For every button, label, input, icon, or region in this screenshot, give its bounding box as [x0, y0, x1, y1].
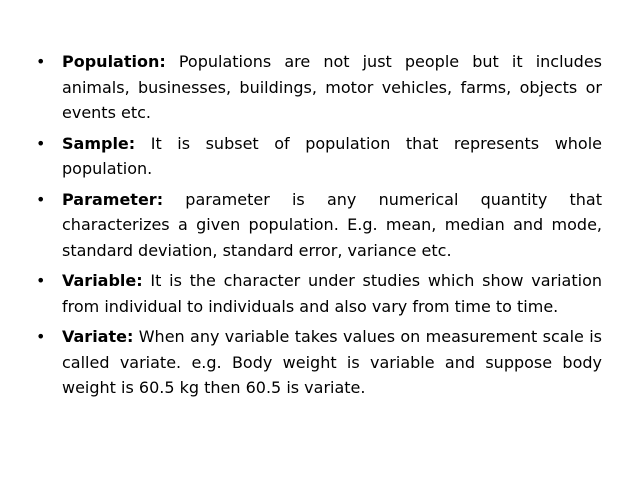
- bullet-icon: •: [36, 271, 46, 290]
- term-sample: Sample:: [62, 133, 136, 153]
- term-variable: Variable:: [62, 271, 143, 290]
- term-parameter: Parameter:: [62, 189, 164, 209]
- list-item-variable: [36, 268, 602, 319]
- definition-variable: It is the character under studies which show variation from individual to individuals and also vary from time to time.: [62, 271, 602, 316]
- list-item-parameter: [36, 187, 602, 264]
- definition-sample: It is subset of population that represents whole population.: [62, 133, 602, 178]
- definition-list: [36, 49, 602, 406]
- list-item-variate: [36, 324, 602, 401]
- definition-population: Populations are not just people but it includes animals, businesses, buildings, motor vehicles, farms, objects or events etc.: [62, 52, 602, 122]
- bullet-icon: •: [36, 189, 46, 209]
- term-variate: Variate:: [62, 327, 134, 346]
- list-item-sample: [36, 131, 602, 182]
- list-item-population: [36, 49, 602, 126]
- bullet-icon: •: [36, 52, 46, 71]
- definition-parameter: parameter is any numerical quantity that characterizes a given population. E.g. mean, median and mode, standard deviation, standard error, variance etc.: [62, 189, 602, 260]
- definition-variate: When any variable takes values on measurement scale is called variate. e.g. Body weight is variable and suppose body weight is 60.5 kg then 60.5 is variate.: [62, 327, 602, 397]
- bullet-icon: •: [36, 133, 46, 153]
- bullet-icon: •: [36, 327, 46, 346]
- term-population: Population:: [62, 52, 166, 71]
